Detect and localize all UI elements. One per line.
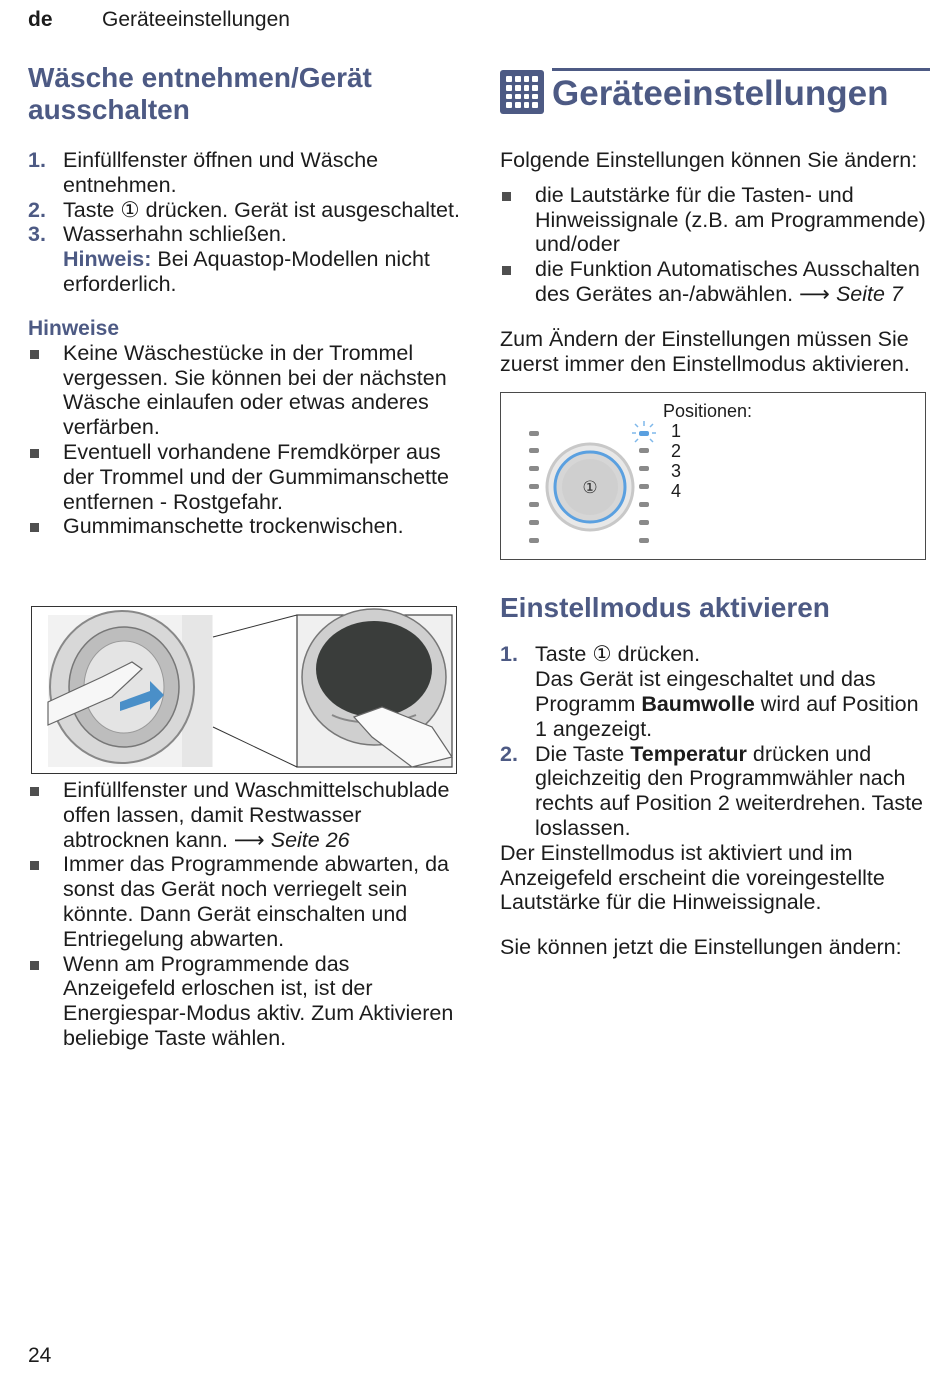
step-text-pre: Die Taste [535,741,631,766]
list-item-text: Wenn am Programmende das Anzeigefeld erloschen ist, ist der Energiespar-Modus aktiv. Zum Aktivieren beliebige Taste wählen. [63,951,454,1050]
step-text-pre: Taste [63,197,121,222]
step-text: Einfüllfenster öffnen und Wäsche entnehmen. [63,148,379,197]
washer-door-illustration [31,606,457,774]
connector-line [213,615,297,637]
settings-title-row [500,62,930,118]
notes-list-2 [28,778,460,1051]
position-number: 4 [671,481,682,502]
bullet-icon [30,861,39,870]
settings-intro: Folgende Einstellungen können Sie ändern: [500,148,918,172]
bullet-icon [502,192,511,201]
list-item-text: die Lautstärke für die Tasten- und Hinweissignale (z.B. am Programmende) und/oder [535,182,926,257]
power-icon: ① [120,197,140,222]
washer-drawing [32,607,457,774]
step-number: 3. [28,222,46,247]
list-item [28,341,460,440]
list-item-text: die Funktion Automatisches Ausschalten des Gerätes an-/abwählen. [535,257,920,306]
arrow-icon: ⟶ [799,281,830,306]
page-number: 24 [28,1344,52,1367]
note-text: Bei Aquastop-Modellen nicht erforderlich. [63,247,430,296]
note-label: Hinweis: [63,247,152,272]
list-item [28,852,460,951]
activate-steps [500,642,930,840]
step-item [28,222,460,296]
left-column [28,62,460,1050]
button-name: Temperatur [630,741,747,766]
step-number: 2. [28,197,46,222]
header-section-title: Geräteeinstellungen [102,8,290,31]
positions-list [671,421,681,501]
section-title-settings: Geräteeinstellungen [552,74,889,113]
unload-steps [28,148,460,297]
list-item-text: Gummimanschette trockenwischen. [63,514,404,539]
settings-options-list [500,183,930,307]
step-number: 1. [500,642,518,667]
final-instruction: Sie können jetzt die Einstellungen ändern: [500,935,902,960]
program-dial-figure [500,392,926,560]
program-name: Baumwolle [641,691,755,716]
notes-list [28,341,460,539]
position-number: 1 [671,421,682,442]
activation-result: Der Einstellmodus ist aktiviert und im Anzeigefeld erscheint die voreingestellte Lautstärke für die Hinweissignale. [500,840,885,915]
step-number: 1. [28,148,46,172]
power-icon: ① [592,642,612,667]
section-title-activate: Einstellmodus aktivieren [500,592,830,624]
knob-power-symbol: ① [582,478,598,499]
list-item [28,440,460,514]
right-column [500,62,930,960]
position-number: 2 [671,441,682,462]
notes-heading: Hinweise [28,316,120,340]
arrow-icon: ⟶ [233,827,265,852]
list-item [28,514,460,539]
step-text-post: drücken und gleichzeitig den Programmwähler nach rechts auf Position 2 weiterdrehen. Taste loslassen. [535,741,924,840]
bullet-icon [502,266,511,275]
settings-grid-icon [500,70,544,114]
step-item [500,742,930,841]
position-number: 3 [671,461,682,482]
active-position-glow [632,421,656,442]
page-reference-link[interactable]: Seite 7 [835,281,903,306]
bullet-icon [30,523,39,532]
right-indicator-dots [639,448,649,543]
title-rule [552,68,930,71]
bullet-icon [30,449,39,458]
step-item [500,642,930,741]
step-item [28,198,460,223]
list-item-text: Eventuell vorhandene Fremdkörper aus der Trommel und der Gummimanschette entfernen - Rostgefahr. [63,439,449,514]
step-sub-pre: Das Gerät ist eingeschaltet und das Programm [535,667,876,716]
step-item [28,148,460,198]
step-sub-post: wird auf Position 1 angezeigt. [535,691,919,741]
list-item-text: Immer das Programmende abwarten, da sonst das Gerät noch verriegelt sein könnte. Dann Gerät einschalten und Entriegelung abwarten. [63,852,449,951]
step-number: 2. [500,741,518,766]
step-text-post: drücken. [611,642,701,667]
step-text-post: drücken. Gerät ist ausgeschaltet. [139,197,460,222]
bullet-icon [30,350,39,359]
left-indicator-dots [529,431,539,543]
change-instructions: Zum Ändern der Einstellungen müssen Sie zuerst immer den Einstellmodus aktivieren. [500,326,910,376]
list-item [28,952,460,1051]
language-code: de [28,8,53,31]
connector-line [213,727,297,767]
step-text-pre: Taste [535,642,593,667]
step-text: Wasserhahn schließen. [63,222,287,247]
bullet-icon [30,787,39,796]
drum-opening [316,621,432,717]
page-reference-link[interactable]: Seite 26 [270,827,350,852]
section-title-unload: Wäsche entnehmen/Gerät ausschalten [28,62,372,125]
list-item-text: Keine Wäschestücke in der Trommel vergessen. Sie können bei der nächsten Wäsche einlaufen oder etwas anderes verfärben. [63,340,447,440]
list-item-text: Einfüllfenster und Waschmittelschublade offen lassen, damit Restwasser abtrocknen kann. [63,778,450,852]
list-item [500,257,930,307]
list-item [28,778,460,852]
list-item [500,183,930,257]
page-header [28,8,290,32]
bullet-icon [30,961,39,970]
positions-label: Positionen: [663,401,753,422]
